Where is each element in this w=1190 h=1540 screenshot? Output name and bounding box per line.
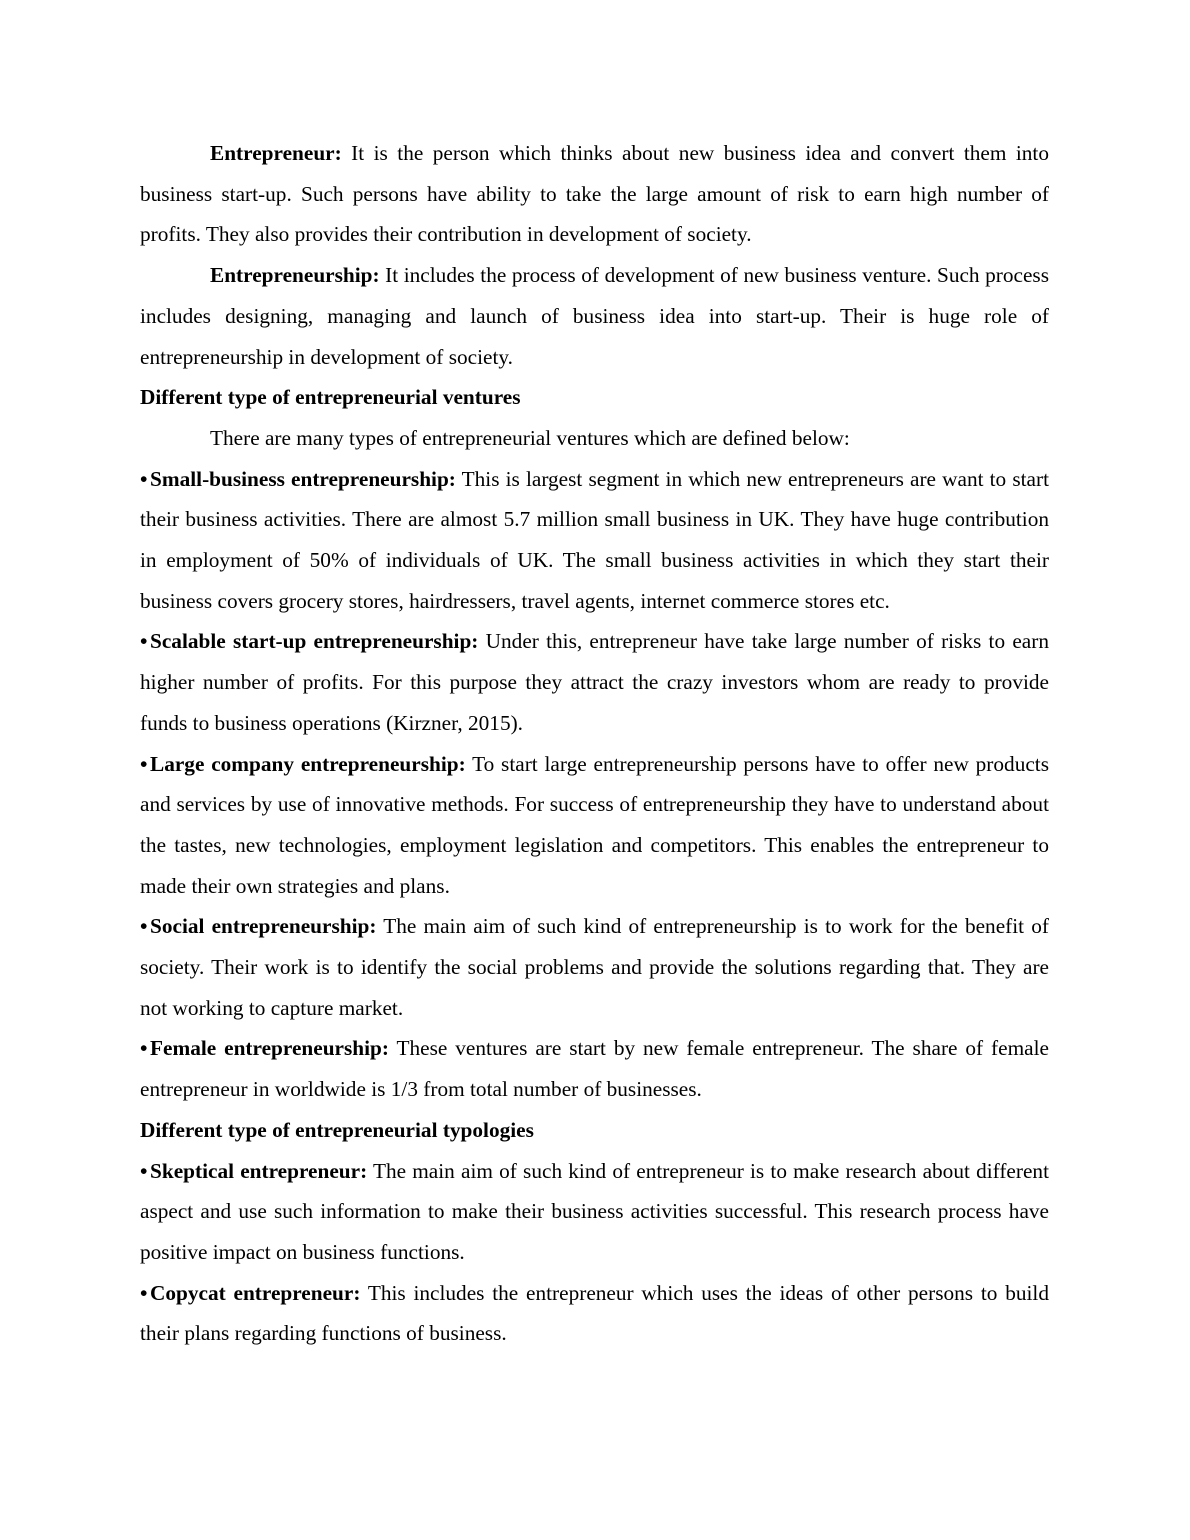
bullet-icon: • xyxy=(140,1158,148,1183)
definition-entrepreneur xyxy=(140,133,1049,255)
list-item xyxy=(140,1151,1049,1273)
item-text: To start large entrepreneurship persons have to offer new products and services by use of innovative methods. For success of entrepreneurship they have to understand about the tastes, new technologies, employment legislation and competitors. This enables the entrepreneur to made their own strategies and plans. xyxy=(140,751,1049,898)
list-item xyxy=(140,1028,1049,1109)
section-heading-ventures: Different type of entrepreneurial ventures xyxy=(140,385,521,410)
item-text: These ventures are start by new female entrepreneur. The share of female entrepreneur in worldwide is 1/3 from total number of businesses. xyxy=(140,1036,1049,1102)
list-item xyxy=(140,459,1049,622)
term-label: Social entrepreneurship: xyxy=(150,914,377,939)
document-page xyxy=(140,133,1049,1354)
bullet-icon: • xyxy=(140,751,148,776)
definition-text: It is the person which thinks about new business idea and convert them into business start-up. Such persons have ability to take the large amount of risk to earn high number of profits. They also provides their contribution in development of society. xyxy=(140,141,1049,247)
term-label: Female entrepreneurship: xyxy=(150,1036,389,1061)
list-item xyxy=(140,744,1049,907)
section-heading-typologies: Different type of entrepreneurial typologies xyxy=(140,1117,534,1142)
list-item xyxy=(140,1273,1049,1354)
list-item xyxy=(140,621,1049,743)
term-label: Entrepreneur: xyxy=(210,141,342,165)
ventures-intro: There are many types of entrepreneurial ventures which are defined below: xyxy=(210,425,850,450)
term-label: Large company entrepreneurship: xyxy=(150,751,466,776)
item-text: The main aim of such kind of entrepreneur is to make research about different aspect and use such information to make their business activities successful. This research process have positive impact on business functions. xyxy=(140,1158,1049,1264)
item-text: Under this, entrepreneur have take large number of risks to earn higher number of profits. For this purpose they attract the crazy investors whom are ready to provide funds to business operations (Kirzner, 2015). xyxy=(140,629,1049,735)
list-item xyxy=(140,906,1049,1028)
item-text: The main aim of such kind of entrepreneurship is to work for the benefit of society. Their work is to identify the social problems and provide the solutions regarding that. They are not working to capture market. xyxy=(140,914,1049,1020)
bullet-icon: • xyxy=(140,1280,148,1305)
bullet-icon: • xyxy=(140,629,148,654)
term-label: Skeptical entrepreneur: xyxy=(150,1158,368,1183)
item-text: This is largest segment in which new entrepreneurs are want to start their business activities. There are almost 5.7 million small business in UK. They have huge contribution in employment of 50% of individuals of UK. The small business activities in which they start their business covers grocery stores, hairdressers, travel agents, internet commerce stores etc. xyxy=(140,466,1049,613)
definition-entrepreneurship xyxy=(140,255,1049,377)
bullet-icon: • xyxy=(140,914,148,939)
bullet-icon: • xyxy=(140,1036,148,1061)
definition-text: It includes the process of development of new business venture. Such process includes designing, managing and launch of business idea into start-up. Their is huge role of entrepreneurship in development of society. xyxy=(140,263,1049,369)
term-label: Small-business entrepreneurship: xyxy=(150,466,456,491)
term-label: Copycat entrepreneur: xyxy=(150,1280,361,1305)
term-label: Scalable start-up entrepreneurship: xyxy=(150,629,479,654)
term-label: Entrepreneurship: xyxy=(210,263,380,288)
bullet-icon: • xyxy=(140,466,148,491)
item-text: This includes the entrepreneur which uses the ideas of other persons to build their plans regarding functions of business. xyxy=(140,1280,1049,1346)
